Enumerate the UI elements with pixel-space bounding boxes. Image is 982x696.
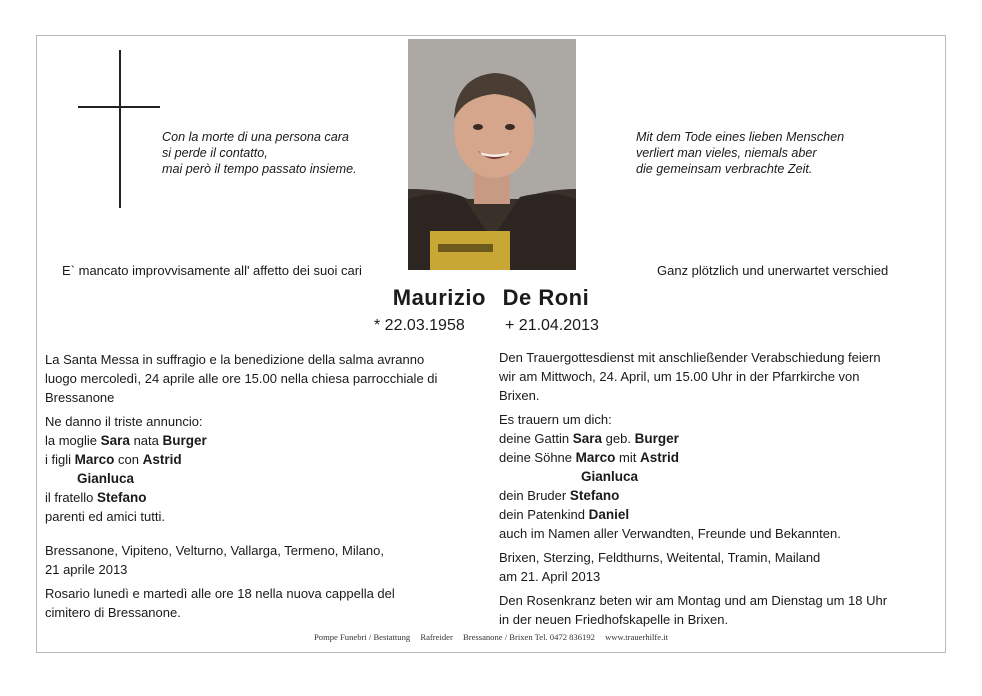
wife-line <box>499 429 929 448</box>
quote-line: Con la morte di una persona cara <box>162 130 349 144</box>
child2-line <box>45 469 480 488</box>
quote-line: si perde il contatto, <box>162 146 268 160</box>
rosary-line: in der neuen Friedhofskapelle in Brixen. <box>499 612 729 627</box>
deceased-name <box>0 285 982 311</box>
partner-name: Astrid <box>142 452 182 467</box>
italian-column <box>45 350 480 622</box>
mass-line: Bressanone <box>45 390 115 405</box>
quote-line: die gemeinsam verbrachte Zeit. <box>636 162 813 176</box>
wife-maiden-name: Burger <box>634 431 679 446</box>
brother-line <box>45 488 480 507</box>
wife-line <box>45 431 480 450</box>
brother-name: Stefano <box>569 488 620 503</box>
intro-german: Ganz plötzlich und unerwartet verschied <box>657 263 889 278</box>
quote-german <box>636 129 844 177</box>
footer-company: Rafreider <box>420 632 453 642</box>
places-line: Brixen, Sterzing, Feldthurns, Weitental, Tramin, Mailand <box>499 550 821 565</box>
last-name: De Roni <box>502 285 590 310</box>
text: con <box>118 452 139 467</box>
cross-icon-bar <box>78 106 160 108</box>
godchild-name: Daniel <box>588 507 630 522</box>
text: dein Bruder <box>499 488 567 503</box>
partner-name: Astrid <box>640 450 680 465</box>
intro-italian: E` mancato improvvisamente all' affetto dei suoi cari <box>62 263 362 278</box>
death-date: + 21.04.2013 <box>505 317 599 334</box>
child-name: Gianluca <box>581 469 639 484</box>
quote-line: mai però il tempo passato insieme. <box>162 162 357 176</box>
mass-line: Brixen. <box>499 388 540 403</box>
text: geb. <box>605 431 631 446</box>
text: nata <box>133 433 159 448</box>
text: mit <box>619 450 637 465</box>
wife-name: Sara <box>572 431 603 446</box>
text: il fratello <box>45 490 94 505</box>
text: deine Söhne <box>499 450 573 465</box>
announce-line: Es trauern um dich: <box>499 412 612 427</box>
mass-line: La Santa Messa in suffragio e la benedizione della salma avranno <box>45 352 425 367</box>
portrait-photo <box>408 39 576 270</box>
relatives-line: auch im Namen aller Verwandten, Freunde und Bekannten. <box>499 526 841 541</box>
places-line: Bressanone, Vipiteno, Velturno, Vallarga, Termeno, Milano, <box>45 543 384 558</box>
brother-line <box>499 486 929 505</box>
rosary-line: cimitero di Bressanone. <box>45 605 181 620</box>
quote-italian <box>162 129 357 177</box>
quote-line: Mit dem Tode eines lieben Menschen <box>636 130 845 144</box>
brother-name: Stefano <box>97 490 147 505</box>
german-column <box>499 348 929 629</box>
child-name: Marco <box>74 452 115 467</box>
children-line <box>499 448 929 467</box>
footer-contact: Bressanone / Brixen Tel. 0472 836192 <box>462 632 595 642</box>
child-name: Gianluca <box>77 471 135 486</box>
children-line <box>45 450 480 469</box>
places-line: 21 aprile 2013 <box>45 562 128 577</box>
rosary-line: Den Rosenkranz beten wir am Montag und am Dienstag um 18 Uhr <box>499 593 888 608</box>
text: deine Gattin <box>499 431 570 446</box>
rosary-line: Rosario lunedì e martedì alle ore 18 nella nuova cappella del <box>45 586 395 601</box>
funeral-home-footer <box>0 632 982 642</box>
quote-line: verliert man vieles, niemals aber <box>636 146 817 160</box>
mass-line: wir am Mittwoch, 24. April, um 15.00 Uhr in der Pfarrkirche von <box>499 369 860 384</box>
wife-name: Sara <box>100 433 130 448</box>
birth-date: * 22.03.1958 <box>374 317 465 334</box>
relatives-line: parenti ed amici tutti. <box>45 509 165 524</box>
footer-website[interactable]: www.trauerhilfe.it <box>605 632 668 642</box>
text: la moglie <box>45 433 98 448</box>
first-name: Maurizio <box>392 285 486 310</box>
places-line: am 21. April 2013 <box>499 569 601 584</box>
announce-line: Ne danno il triste annuncio: <box>45 414 203 429</box>
text: i figli <box>45 452 72 467</box>
cross-icon <box>119 50 121 208</box>
godchild-line <box>499 505 929 524</box>
child2-line <box>499 467 929 486</box>
wife-maiden-name: Burger <box>162 433 207 448</box>
child-name: Marco <box>575 450 616 465</box>
footer-business: Pompe Funebri / Bestattung <box>314 632 411 642</box>
mass-line: Den Trauergottesdienst mit anschließender Verabschiedung feiern <box>499 350 881 365</box>
text: dein Patenkind <box>499 507 586 522</box>
mass-line: luogo mercoledì, 24 aprile alle ore 15.00 nella chiesa parrocchiale di <box>45 371 438 386</box>
